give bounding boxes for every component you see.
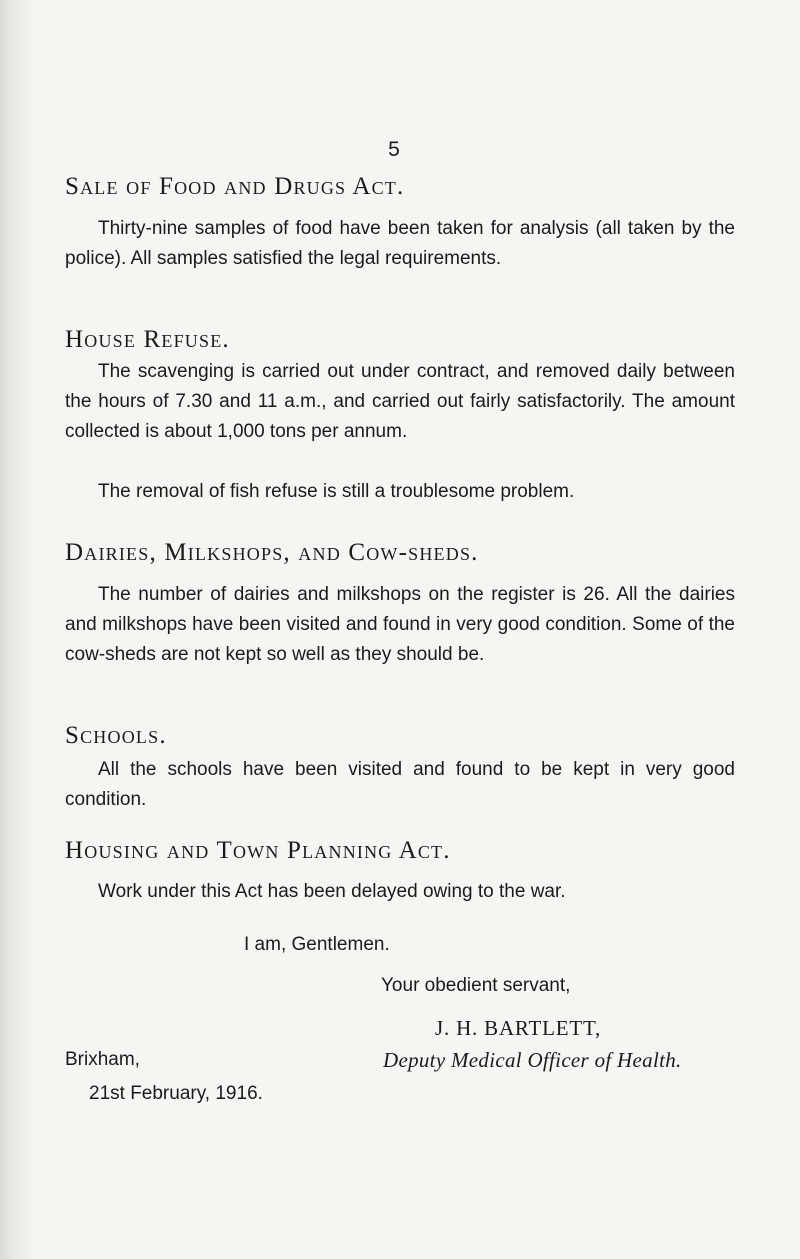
signatory-title: Deputy Medical Officer of Health.	[383, 1048, 682, 1072]
heading-housing-town-planning-act: Housing and Town Planning Act.	[65, 837, 451, 864]
heading-sale-of-food-and-drugs-act: Sale of Food and Drugs Act.	[65, 173, 405, 200]
heading-dairies-milkshops-cowsheds: Dairies, Milkshops, and Cow-sheds.	[65, 539, 479, 566]
salutation: I am, Gentlemen.	[244, 934, 390, 955]
paragraph-dairies: The number of dairies and milkshops on the register is 26. All the dairies and milkshops have been visited and found in very good condition. Some of the cow-sheds are not kept so well as they should be.	[65, 584, 735, 665]
paragraph-fish-refuse: The removal of fish refuse is still a troublesome problem.	[98, 481, 575, 502]
heading-schools: Schools.	[65, 722, 167, 749]
valediction: Your obedient servant,	[381, 975, 571, 996]
paragraph-scavenging: The scavenging is carried out under contract, and removed daily between the hours of 7.30 and 11 a.m., and carried out fairly satisfactorily. The amount collected is about 1,000 tons per annum.	[65, 361, 735, 442]
paragraph-food-samples: Thirty-nine samples of food have been taken for analysis (all taken by the police). All samples satisfied the legal requirements.	[65, 218, 735, 269]
paragraph-schools: All the schools have been visited and found to be kept in very good condition.	[65, 759, 735, 810]
signatory-name: J. H. BARTLETT,	[435, 1016, 602, 1040]
heading-house-refuse: House Refuse.	[65, 326, 230, 353]
page-binding-shadow	[0, 0, 36, 1259]
date: 21st February, 1916.	[89, 1083, 263, 1104]
paragraph-housing: Work under this Act has been delayed owing to the war.	[98, 881, 566, 902]
page-number: 5	[388, 138, 400, 161]
place: Brixham,	[65, 1049, 140, 1070]
